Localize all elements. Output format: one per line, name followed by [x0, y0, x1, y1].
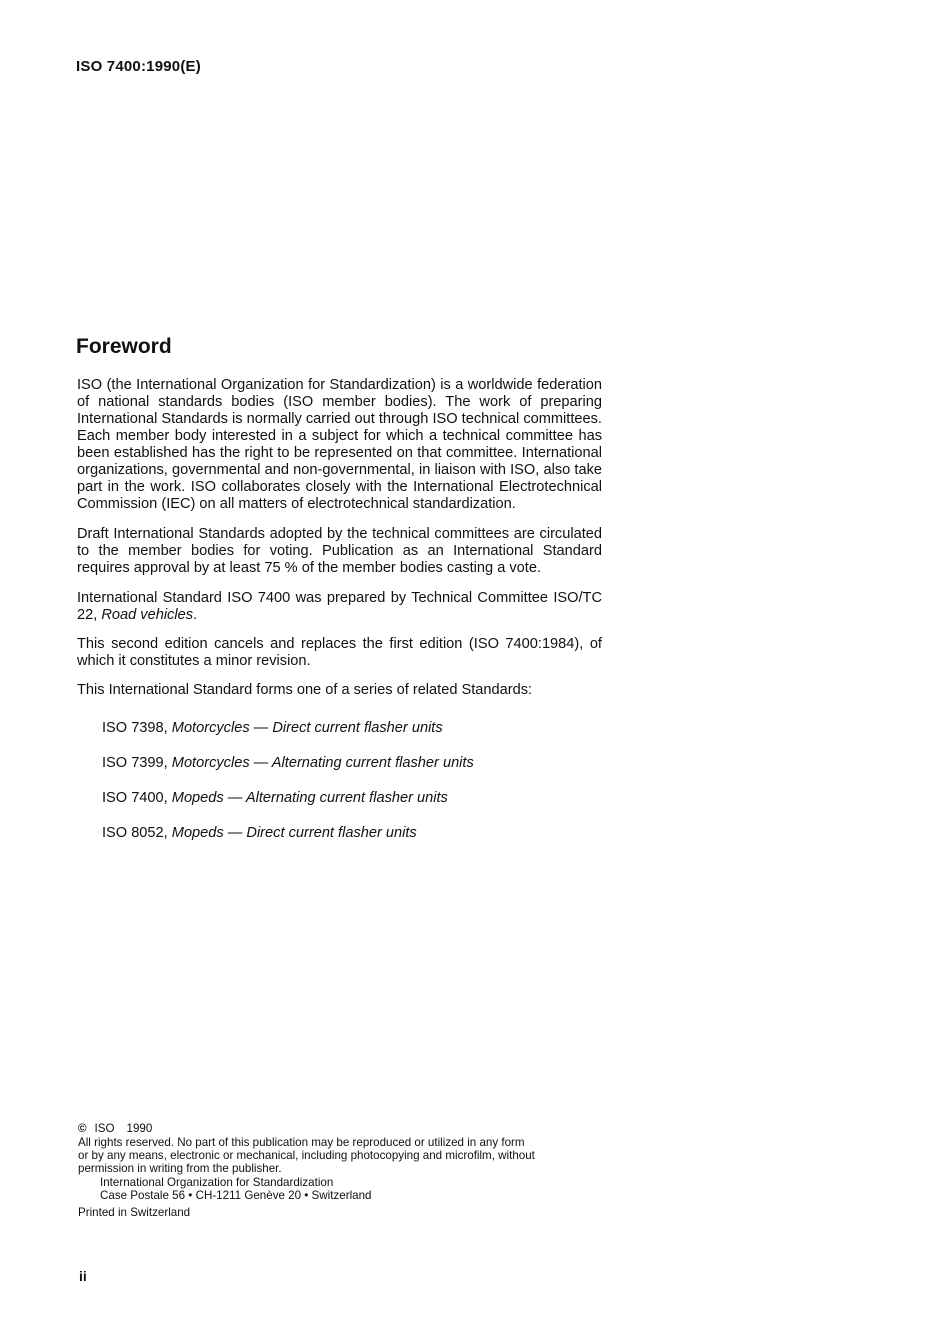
related-standard-item: [102, 755, 602, 772]
publisher-name: International Organization for Standardization: [100, 1176, 334, 1189]
standard-number: ISO 8052,: [102, 825, 172, 841]
committee-title: Road vehicles: [101, 607, 194, 623]
copyright-line: [78, 1122, 608, 1135]
prepared-by-prefix: International Standard ISO 7400 was prepared by Technical Committee ISO/TC 22,: [77, 590, 602, 623]
standard-title: Motorcycles — Direct current flasher units: [171, 720, 443, 736]
standard-title: Motorcycles — Alternating current flasher units: [171, 755, 474, 771]
standard-title: Mopeds — Direct current flasher units: [171, 825, 417, 841]
foreword-paragraph-prepared-by: [77, 590, 602, 624]
foreword-paragraph-iso: ISO (the International Organization for Standardization) is a worldwide federation of national standards bodies (ISO member bodies). The work of preparing International Standards is normally carried out through ISO technical committees. Each member body interested in a subject for which a technical committee has been established has the right to be represented on that committee. International organizations, governmental and non-governmental, in liaison with ISO, also take part in the work. ISO collaborates closely with the International Electrotechnical Commission (IEC) on all matters of electrotechnical standardization.: [77, 377, 602, 512]
publisher-address-block: [100, 1176, 608, 1202]
foreword-paragraph-edition: This second edition cancels and replaces the first edition (ISO 7400:1984), of which it constitutes a minor revision.: [77, 636, 602, 669]
page-number: ii: [79, 1268, 87, 1284]
printed-in: Printed in Switzerland: [78, 1206, 191, 1219]
copyright-notice: [78, 1122, 608, 1219]
standard-number: ISO 7399,: [102, 755, 172, 771]
foreword-paragraph-drafts: Draft International Standards adopted by the technical committees are circulated to the member bodies for voting. Publication as an International Standard requires approval by at least 75 % of the member bodies casting a vote.: [77, 526, 602, 576]
foreword-paragraph-series-intro: This International Standard forms one of a series of related Standards:: [77, 682, 533, 698]
related-standard-item: [102, 825, 602, 842]
rights-line-1: All rights reserved. No part of this publication may be reproduced or utilized in any form: [78, 1136, 525, 1149]
rights-line-2: or by any means, electronic or mechanical, including photocopying and microfilm, without: [78, 1149, 535, 1162]
related-standard-item: [102, 790, 602, 807]
related-standard-item: [102, 720, 602, 737]
foreword-heading: Foreword: [76, 335, 172, 358]
foreword-body: [77, 377, 602, 860]
copyright-icon: ©: [78, 1122, 87, 1135]
standard-title: Mopeds — Alternating current flasher units: [171, 790, 448, 806]
rights-line-3: permission in writing from the publisher.: [78, 1162, 282, 1175]
prepared-by-suffix: .: [193, 607, 198, 623]
copyright-year: 1990: [126, 1122, 153, 1135]
related-standards-list: [77, 720, 602, 842]
standard-number: ISO 7400,: [102, 790, 172, 806]
standard-number: ISO 7398,: [102, 720, 172, 736]
publisher-address: Case Postale 56 • CH-1211 Genève 20 • Switzerland: [100, 1189, 372, 1202]
copyright-owner: ISO: [94, 1122, 115, 1135]
document-header: ISO 7400:1990(E): [76, 58, 201, 75]
